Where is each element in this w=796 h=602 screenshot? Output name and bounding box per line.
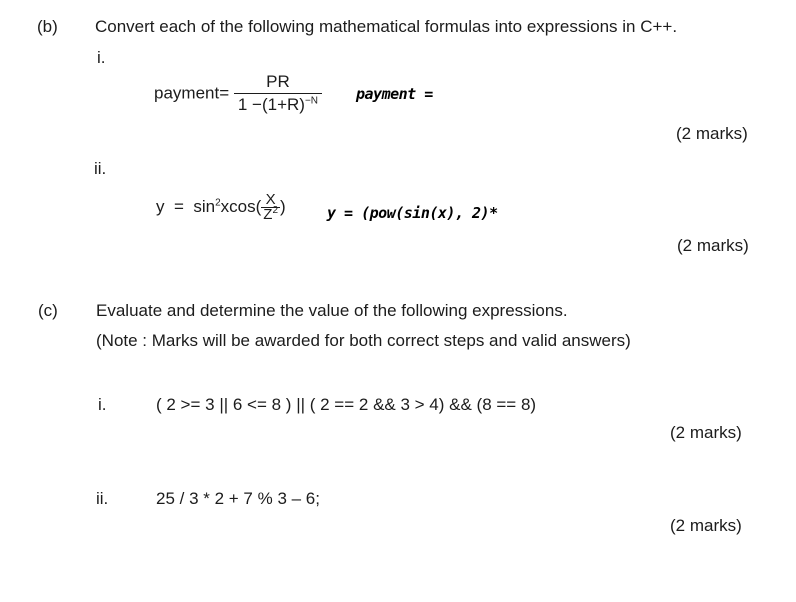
part-c-i-marks: (2 marks) [670, 423, 742, 442]
y-sin: sin [193, 196, 216, 216]
part-c-i-numeral: i. [98, 395, 107, 414]
y-fraction-numerator: X [265, 191, 276, 208]
part-c-label: (c) [38, 301, 58, 320]
y-eq: = [173, 196, 184, 216]
y-sin-exponent: 2 [215, 197, 221, 209]
part-b-ii-numeral: ii. [94, 159, 107, 178]
payment-fraction [234, 72, 322, 115]
y-xcos: xcos( [220, 196, 262, 216]
part-b-label: (b) [37, 17, 58, 36]
handwritten-y-answer: y = (pow(sin(x), 2)* [327, 204, 498, 222]
y-formula [156, 193, 286, 222]
part-b-ii-marks: (2 marks) [677, 236, 749, 255]
y-fraction-denominator-base: Z [263, 206, 273, 223]
y-fraction-denominator [261, 207, 280, 222]
part-c-ii-expression: 25 / 3 * 2 + 7 % 3 – 6; [156, 489, 320, 508]
part-c-i-expression: ( 2 >= 3 || 6 <= 8 ) || ( 2 == 2 && 3 > 4) && (8 == 8) [156, 395, 537, 414]
payment-denominator [234, 93, 322, 115]
payment-denominator-base: 1 −(1+R) [237, 95, 305, 114]
y-lhs: y [156, 196, 165, 216]
part-c-instruction: Evaluate and determine the value of the following expressions. [96, 301, 568, 320]
part-b-instruction: Convert each of the following mathematical formulas into expressions in C++. [95, 17, 678, 36]
handwritten-payment-answer: payment = [356, 85, 433, 103]
y-fraction-denominator-exponent: 2 [272, 205, 278, 216]
payment-numerator: PR [266, 72, 290, 91]
part-b-i-marks: (2 marks) [676, 124, 748, 143]
part-c-ii-numeral: ii. [96, 489, 109, 508]
part-b-i-numeral: i. [97, 48, 106, 67]
payment-eq: = [219, 83, 230, 103]
part-c-ii-marks: (2 marks) [670, 516, 742, 535]
payment-formula [154, 72, 322, 115]
payment-denominator-exponent: −N [304, 95, 319, 107]
y-close-paren: ) [280, 196, 286, 216]
y-fraction [261, 193, 280, 222]
part-c-note: (Note : Marks will be awarded for both correct steps and valid answers) [96, 331, 631, 350]
payment-lhs: payment [154, 83, 220, 103]
